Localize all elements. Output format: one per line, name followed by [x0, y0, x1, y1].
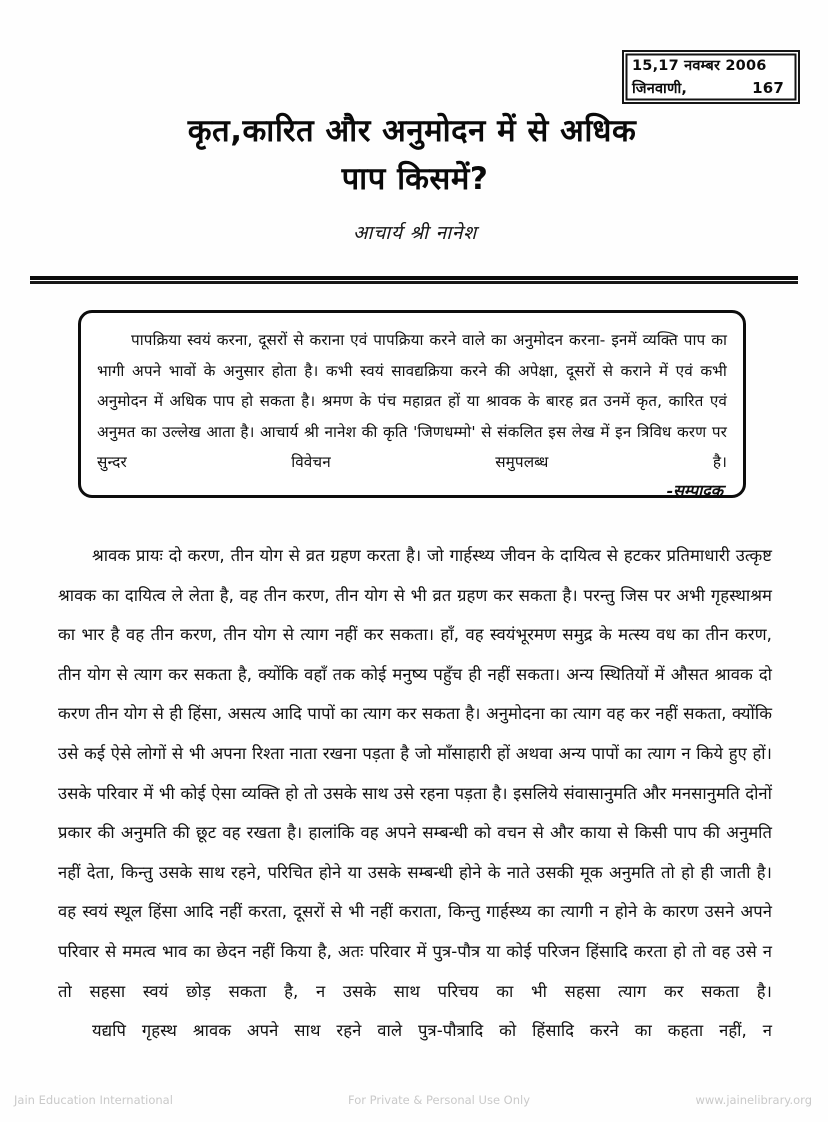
abstract-signature: -सम्पादक	[666, 480, 723, 500]
title-line-2: पाप किसमें?	[341, 161, 489, 197]
footer-left-text: Jain Education International	[14, 1093, 173, 1107]
journal-name: जिनवाणी,	[632, 81, 688, 97]
divider-bar-bottom	[30, 281, 798, 284]
article-title	[60, 108, 770, 202]
divider-bar-top	[30, 276, 798, 280]
body-paragraph: यद्यपि गृहस्थ श्रावक अपने साथ रहने वाले पुत्र-पौत्रादि को हिंसादि करने का कहता नहीं, न	[92, 1021, 772, 1041]
page-number: 167	[752, 79, 784, 97]
journal-and-page	[632, 77, 790, 100]
abstract-box	[78, 310, 746, 498]
article-author: आचार्य श्री नानेश	[352, 222, 477, 244]
body-text-column	[58, 536, 772, 1051]
header-divider	[30, 276, 798, 284]
footer-center-text: For Private & Personal Use Only	[348, 1093, 531, 1107]
scan-footer	[0, 1090, 828, 1110]
issue-date: 15,17 नवम्बर 2006	[632, 58, 767, 74]
title-line-1: कृत,कारित और अनुमोदन में से अधिक	[187, 113, 637, 149]
abstract-text: पापक्रिया स्वयं करना, दूसरों से कराना एवं पापक्रिया करने वाले का अनुमोदन करना- इनमें व्यक्ति पाप का भागी अपने भावों के अनुसार होता है। कभी स्वयं सावद्यक्रिया करने की अपेक्षा, दूसरों से कराने में एवं कभी अनुमोदन में अधिक पाप हो सकता है। श्रमण के पंच महाव्रत हों या श्रावक के बारह व्रत उनमें कृत, कारित एवं अनुमत का उल्लेख आता है। आचार्य श्री नानेश की कृति 'जिणधम्मो' से संकलित इस लेख में इन त्रिविध करण पर सुन्दर विवेचन समुपलब्ध है।	[97, 331, 727, 471]
body-paragraph: श्रावक प्रायः दो करण, तीन योग से व्रत ग्रहण करता है। जो गार्हस्थ्य जीवन के दायित्व से हटकर प्रतिमाधारी उत्कृष्ट श्रावक का दायित्व ले लेता है, वह तीन करण, तीन योग से भी व्रत ग्रहण कर सकता है। परन्तु जिस पर अभी गृहस्थाश्रम का भार है वह तीन करण, तीन योग से त्याग नहीं कर सकता। हाँ, वह स्वयंभूरमण समुद्र के मत्स्य वध का तीन करण, तीन योग से त्याग कर सकता है, क्योंकि वहाँ तक कोई मनुष्य पहुँच ही नहीं सकता। अन्य स्थितियों में औसत श्रावक दो करण तीन योग से ही हिंसा, असत्य आदि पापों का त्याग कर सकता है। अनुमोदना का त्याग वह कर नहीं सकता, क्योंकि उसे कई ऐसे लोगों से भी अपना रिश्ता नाता रखना पड़ता है जो माँसाहारी हों अथवा अन्य पापों का त्याग न किये हुए हों। उसके परिवार में भी कोई ऐसा व्यक्ति हो तो उसके साथ उसे रहना पड़ता है। इसलिये संवासानुमति और मनसानुमति दोनों प्रकार की अनुमति की छूट वह रखता है। हालांकि वह अपने सम्बन्धी को वचन से और काया से किसी पाप की अनुमति नहीं देता, किन्तु उसके साथ रहने, परिचित होने या उसके सम्बन्धी होने के नाते उसकी मूक अनुमति तो हो ही जाती है। वह स्वयं स्थूल हिंसा आदि नहीं करता, दूसरों से भी नहीं कराता, किन्तु गार्हस्थ्य का त्यागी न होने के कारण उसने अपने परिवार से ममत्व भाव का छेदन नहीं किया है, अतः परिवार में पुत्र-पौत्र या कोई परिजन हिंसादि करता हो तो वह उसे न तो सहसा स्वयं छोड़ सकता है, न उसके साथ परिचय का भी सहसा त्याग कर सकता है।	[58, 546, 772, 1001]
issue-info-box	[622, 50, 800, 104]
footer-right-text: www.jainelibrary.org	[695, 1093, 812, 1107]
